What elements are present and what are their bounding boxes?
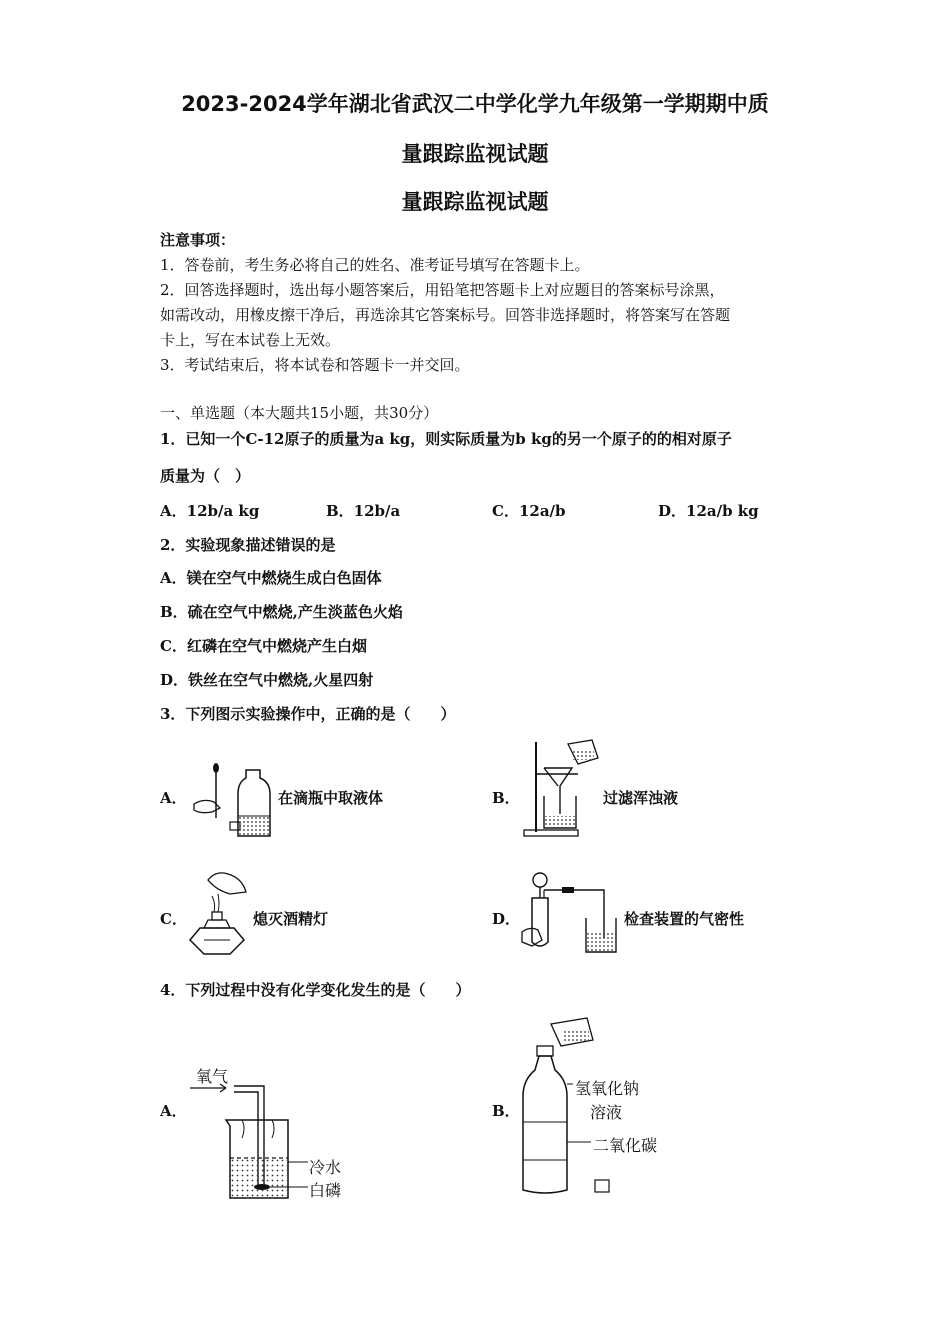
notice-heading: 注意事项：	[160, 231, 236, 249]
notice-item-1: 1．答卷前，考生务必将自己的姓名、准考证号填写在答题卡上。	[160, 256, 590, 274]
section-heading: 一、单选题（本大题共15小题，共30分）	[160, 404, 439, 422]
q3-a-caption: 在滴瓶中取液体	[278, 789, 384, 807]
q1-option-b: B．12b/a	[326, 502, 401, 520]
q3-c-letter: C．	[160, 910, 187, 928]
airtightness-figure	[518, 868, 620, 958]
q3-stem: 3．下列图示实验操作中，正确的是（ ）	[160, 705, 456, 723]
q2-option-b: B．硫在空气中燃烧,产生淡蓝色火焰	[160, 603, 403, 621]
q4-a-phosphorus-label: 白磷	[309, 1181, 342, 1200]
q4-a-water-label: 冷水	[309, 1158, 342, 1177]
q4-b-solution-label: 溶液	[590, 1103, 623, 1122]
q3-c-caption: 熄灭酒精灯	[253, 910, 329, 928]
alcohol-lamp-figure	[186, 868, 256, 958]
q2-stem: 2．实验现象描述错误的是	[160, 536, 336, 554]
q2-option-a: A．镁在空气中燃烧生成白色固体	[160, 569, 382, 587]
q2-option-d: D．铁丝在空气中燃烧,火星四射	[160, 671, 374, 689]
q4-stem: 4．下列过程中没有化学变化发生的是（ ）	[160, 981, 471, 999]
filtration-figure	[520, 738, 605, 838]
q3-d-caption: 检查装置的气密性	[624, 910, 745, 928]
q3-b-letter: B．	[492, 789, 520, 807]
notice-item-2a: 2．回答选择题时，选出每小题答案后，用铅笔把答题卡上对应题目的答案标号涂黑，	[160, 281, 725, 299]
q4-b-naoh-label: 氢氧化钠	[575, 1079, 640, 1098]
q4-b-co2-label: 二氧化碳	[593, 1136, 658, 1155]
q1-option-d: D．12a/b kg	[658, 502, 759, 520]
title-line-1: 2023-2024学年湖北省武汉二中学化学九年级第一学期期中质	[181, 92, 769, 116]
q1-stem-a: 1．已知一个C-12原子的质量为a kg，则实际质量为b kg的另一个原子的的相对原子	[160, 430, 732, 448]
dropper-bottle-figure	[190, 760, 275, 840]
q3-b-caption: 过滤浑浊液	[603, 789, 679, 807]
q3-a-letter: A．	[160, 789, 187, 807]
notice-item-2c: 卡上，写在本试卷上无效。	[160, 331, 341, 349]
q2-option-c: C．红磷在空气中燃烧产生白烟	[160, 637, 367, 655]
q1-stem-b: 质量为（ ）	[160, 467, 251, 485]
q3-d-letter: D．	[492, 910, 521, 928]
notice-item-2b: 如需改动，用橡皮擦干净后，再选涂其它答案标号。回答非选择题时，将答案写在答题	[160, 306, 731, 324]
q1-option-c: C．12a/b	[492, 502, 566, 520]
notice-item-3: 3．考试结束后，将本试卷和答题卡一并交回。	[160, 356, 470, 374]
q4-b-letter: B．	[492, 1102, 520, 1120]
title-line-2: 量跟踪监视试题	[401, 142, 549, 166]
q1-option-a: A．12b/a kg	[160, 502, 260, 520]
q4-a-oxygen-label: 氧气	[196, 1067, 229, 1086]
title-line-3: 量跟踪监视试题	[401, 190, 549, 214]
q4-a-letter: A．	[160, 1102, 187, 1120]
